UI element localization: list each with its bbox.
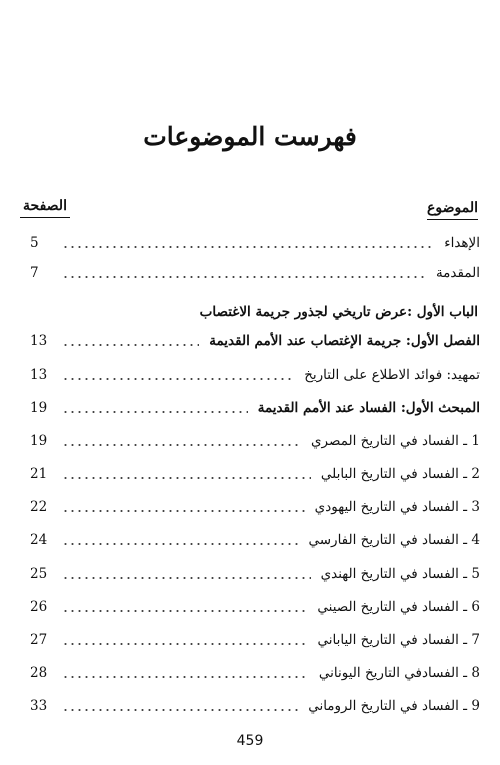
toc-entry-label: 6 ـ الفساد في التاريخ الصيني [317, 599, 480, 615]
toc-entry-label: 7 ـ الفساد في التاريخ الياباني [317, 632, 480, 648]
toc-entry-label: 4 ـ الفساد في التاريخ الفارسي [308, 532, 480, 548]
toc-entry-page: 28 [30, 665, 48, 681]
dot-leader [62, 610, 307, 612]
subject-column-header: الموضوع [427, 200, 478, 220]
page-column-header: الصفحة [20, 198, 70, 218]
toc-entry-label: 2 ـ الفساد في التاريخ البابلي [320, 466, 480, 482]
dot-leader [62, 543, 298, 545]
toc-entry-page: 5 [30, 235, 39, 251]
page-title: فهرست الموضوعات [143, 122, 357, 151]
toc-entry-label: الإهداء [444, 235, 480, 251]
dot-leader [62, 643, 307, 645]
toc-entry [30, 330, 480, 352]
toc-entry-label: 3 ـ الفساد في التاريخ اليهودي [314, 499, 480, 515]
toc-entry [30, 397, 480, 419]
toc-entry-page: 19 [30, 400, 48, 416]
toc-entry-page: 24 [30, 532, 48, 548]
toc-entry-label: 5 ـ الفساد في التاريخ الهندي [320, 566, 480, 582]
dot-leader [62, 709, 298, 711]
toc-entry-page: 13 [30, 367, 48, 383]
toc-entry [30, 232, 480, 254]
toc-entry-page: 21 [30, 466, 48, 482]
dot-leader [62, 276, 426, 278]
toc-entry-label: 9 ـ الفساد في التاريخ الروماني [308, 698, 480, 714]
dot-leader [62, 510, 305, 512]
dot-leader [62, 411, 248, 413]
toc-entry-page: 33 [30, 698, 48, 714]
toc-entry-page: 19 [30, 433, 48, 449]
toc-entry [30, 529, 480, 551]
toc-entry [30, 662, 480, 684]
dot-leader [62, 378, 294, 380]
dot-leader [62, 477, 311, 479]
dot-leader [62, 444, 301, 446]
toc-entry [30, 629, 480, 651]
page-number: 459 [236, 733, 264, 749]
toc-entry-label: تمهيد: فوائد الاطلاع على التاريخ [304, 367, 480, 383]
toc-entry [30, 430, 480, 452]
dot-leader [62, 344, 199, 346]
toc-entry [30, 364, 480, 386]
toc-entry [30, 695, 480, 717]
toc-entry-label: 1 ـ الفساد في التاريخ المصري [310, 433, 480, 449]
toc-entry-page: 27 [30, 632, 48, 648]
toc-entry-label: 8 ـ الفسادفي التاريخ اليوناني [318, 665, 480, 681]
toc-entry-page: 26 [30, 599, 48, 615]
toc-entry [30, 463, 480, 485]
toc-entry [30, 563, 480, 585]
toc-entry-page: 7 [30, 265, 39, 281]
toc-entry [30, 596, 480, 618]
toc-entry-label: المقدمة [435, 265, 480, 281]
toc-entry-label: المبحث الأول: الفساد عند الأمم القديمة [257, 400, 480, 416]
toc-entry-page: 13 [30, 333, 48, 349]
dot-leader [62, 577, 311, 579]
dot-leader [62, 676, 309, 678]
toc-entry [30, 496, 480, 518]
toc-entry-page: 22 [30, 499, 48, 515]
toc-entry-page: 25 [30, 566, 48, 582]
dot-leader [62, 246, 434, 248]
part-heading: الباب الأول :عرض تاريخي لجذور جريمة الاغتصاب [199, 304, 478, 320]
toc-entry [30, 262, 480, 284]
toc-entry-label: الفصل الأول: جريمة الإغتصاب عند الأمم القديمة [209, 333, 480, 349]
